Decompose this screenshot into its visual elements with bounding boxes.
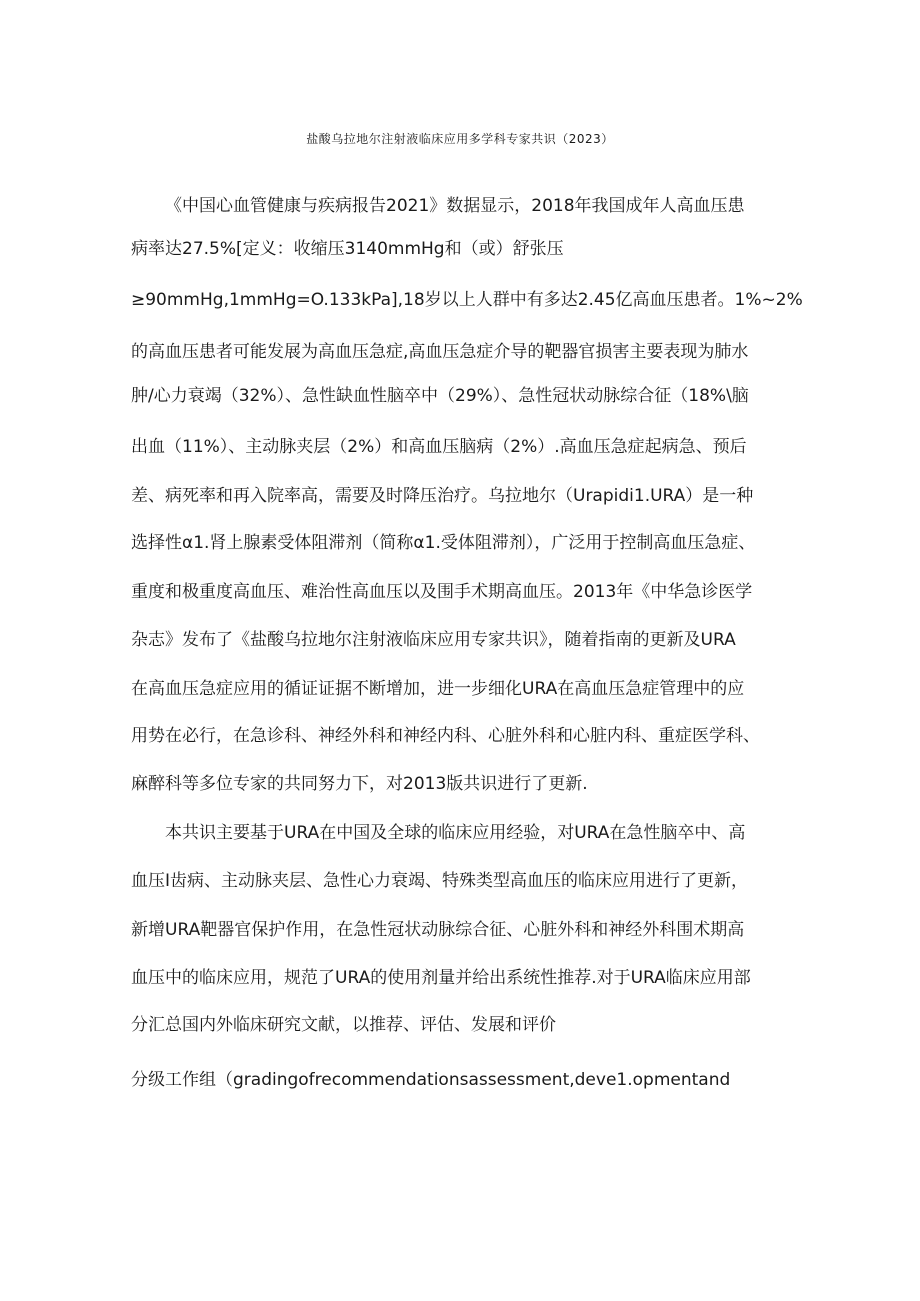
paragraph-2-line-4: 血压中的临床应用，规范了URA的使用剂量并给出系统性推荐.对于URA临床应用部 [131, 968, 751, 988]
paragraph-1-line-3: ≥90mmHg,1mmHg=O.133kPa],18岁以上人群中有多达2.45亿高血压患者。1%~2% [131, 290, 803, 310]
paragraph-2-line-2: 血压I齿病、主动脉夹层、急性心力衰竭、特殊类型高血压的临床应用进行了更新， [131, 871, 749, 891]
paragraph-1-line-7: 差、病死率和再入院率高，需要及时降压治疗。乌拉地尔（Urapidi1.URA）是一种 [131, 486, 754, 506]
paragraph-1-line-11: 在高血压急症应用的循证证据不断增加，进一步细化URA在高血压急症管理中的应 [131, 679, 745, 699]
document-title: 盐酸乌拉地尔注射液临床应用多学科专家共识（2023） [306, 132, 614, 146]
paragraph-1-line-13: 麻醉科等多位专家的共同努力下，对2013版共识进行了更新. [131, 774, 588, 794]
paragraph-2-line-3: 新增URA靶器官保护作用，在急性冠状动脉综合征、心脏外科和神经外科围术期高 [131, 920, 745, 940]
paragraph-1-line-2: 病率达27.5%[定义：收缩压3140mmHg和（或）舒张压 [131, 239, 564, 259]
paragraph-1-line-9: 重度和极重度高血压、难治性高血压以及围手术期高血压。2013年《中华急诊医学 [131, 582, 753, 602]
paragraph-1-line-5: 肿/心力衰竭（32%）、急性缺血性脑卒中（29%）、急性冠状动脉综合征（18%\脑 [131, 386, 749, 406]
paragraph-2-line-5: 分汇总国内外临床研究文献，以推荐、评估、发展和评价 [131, 1015, 556, 1035]
paragraph-1-line-1: 《中国心血管健康与疾病报告2021》数据显示，2018年我国成年人高血压患 [165, 196, 745, 216]
paragraph-1-line-10: 杂志》发布了《盐酸乌拉地尔注射液临床应用专家共识》，随着指南的更新及URA [131, 630, 736, 650]
paragraph-1-line-12: 用势在必行，在急诊科、神经外科和神经内科、心脏外科和心脏内科、重症医学科、 [131, 726, 760, 746]
paragraph-1-line-4: 的高血压患者可能发展为高血压急症,高血压急症介导的靶器官损害主要表现为肺水 [131, 342, 749, 362]
paragraph-1-line-6: 出血（11%）、主动脉夹层（2%）和高血压脑病（2%）.高血压急症起病急、预后 [131, 437, 747, 457]
paragraph-2-line-1: 本共识主要基于URA在中国及全球的临床应用经验，对URA在急性脑卒中、高 [165, 823, 746, 843]
paragraph-3-line-1: 分级工作组（gradingofrecommendationsassessment,deve1.opmentand [131, 1070, 731, 1090]
paragraph-1-line-8: 选择性α1.肾上腺素受体阻滞剂（简称α1.受体阻滞剂），广泛用于控制高血压急症、 [131, 533, 756, 553]
